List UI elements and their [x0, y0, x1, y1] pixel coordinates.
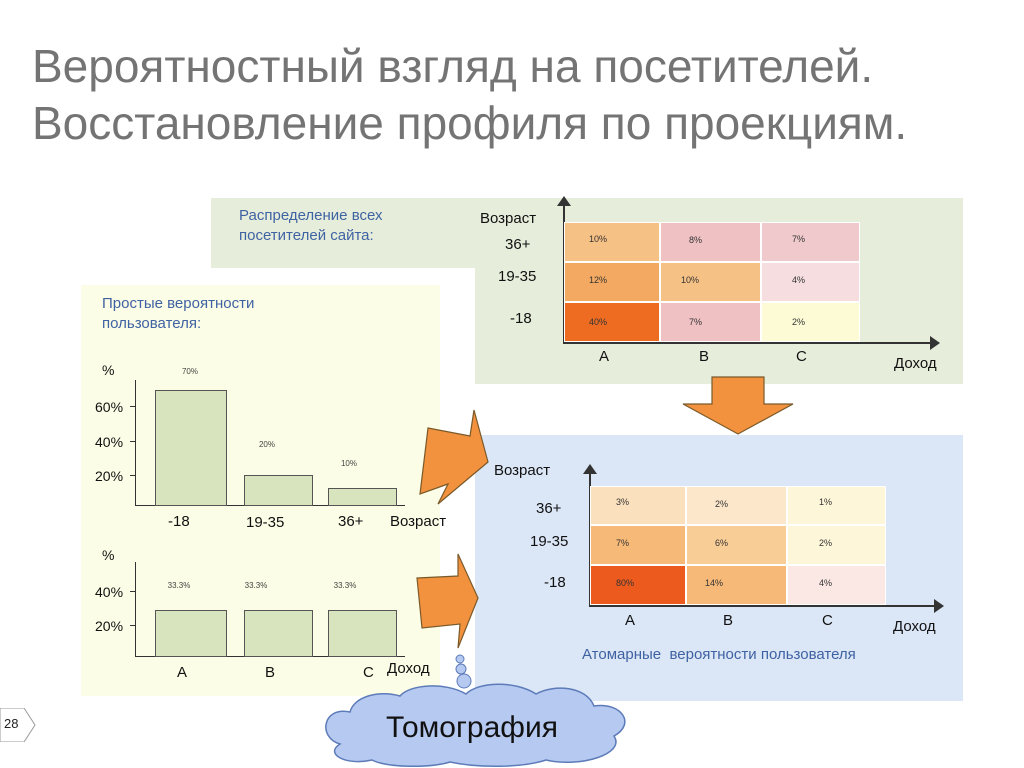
all-visitors-col-label-c: C: [796, 348, 807, 365]
age-bar-value: 70%: [181, 367, 198, 376]
heat-cell: 8%: [660, 222, 761, 262]
heat-cell: 14%: [686, 565, 787, 605]
all-visitors-x-label: Доход: [894, 355, 937, 372]
age-category-label: 36+: [338, 513, 364, 530]
income-chart-tick-mark: [130, 591, 135, 592]
all-visitors-row-label-36: 36+: [505, 236, 531, 253]
atomic-x-axis-arrow-icon: [934, 599, 944, 613]
heat-cell: 7%: [660, 302, 761, 342]
income-bar-value: 33.3%: [333, 581, 357, 590]
heat-cell: 2%: [787, 525, 886, 565]
atomic-y-label: Возраст: [494, 462, 551, 479]
heat-cell: 10%: [660, 262, 761, 302]
all-visitors-x-axis-arrow-icon: [930, 336, 940, 350]
heat-cell: 7%: [590, 525, 686, 565]
age-bar-value: 20%: [258, 440, 275, 449]
age-chart-y-tick: 40%: [95, 434, 124, 450]
right-arrow-icon: [414, 552, 480, 652]
income-chart-tick-mark: [130, 625, 135, 626]
heat-cell: 1%: [787, 486, 886, 525]
heat-cell: 4%: [761, 262, 860, 302]
all-visitors-x-axis: [563, 342, 933, 344]
atomic-row-label-18: -18: [544, 574, 566, 591]
income-category-label: C: [363, 664, 374, 681]
income-bar-b: [244, 610, 313, 657]
all-visitors-col-label-b: B: [699, 348, 710, 365]
simple-probabilities-caption: [102, 294, 254, 334]
age-chart-y-axis: [135, 380, 136, 506]
tomography-label: Томография: [386, 711, 558, 744]
atomic-col-label-c: C: [822, 612, 833, 629]
age-chart-y-unit: %: [102, 362, 115, 378]
heat-cell: 80%: [590, 565, 686, 605]
income-chart-y-unit: %: [102, 547, 115, 563]
simple-caption-line-1: Простые вероятности: [102, 295, 255, 312]
atomic-row-label-36: 36+: [536, 500, 562, 517]
all-visitors-col-label-a: A: [599, 348, 610, 365]
atomic-x-axis: [589, 605, 937, 607]
atomic-x-label: Доход: [893, 618, 936, 635]
age-category-label: 19-35: [246, 514, 285, 531]
slide-title: [32, 38, 992, 152]
income-bar-a: [155, 610, 227, 657]
atomic-col-label-a: A: [625, 612, 636, 629]
atomic-y-axis-arrow-icon: [583, 464, 597, 474]
title-line-1: Вероятностный взгляд на посетителей.: [32, 40, 874, 92]
all-visitors-caption: [239, 206, 383, 246]
age-chart-tick-mark: [130, 441, 135, 442]
age-bar-36-plus: [328, 488, 397, 506]
atomic-col-label-b: B: [723, 612, 734, 629]
income-chart-x-label: Доход: [387, 660, 430, 677]
heat-cell: 4%: [787, 565, 886, 605]
age-chart-y-tick: 20%: [95, 468, 124, 484]
heat-cell: 12%: [564, 262, 660, 302]
age-bar-value: 10%: [340, 459, 357, 468]
right-arrow-icon: [418, 408, 490, 508]
simple-caption-line-2: пользователя:: [102, 315, 202, 332]
atomic-row-label-19-35: 19-35: [530, 533, 569, 550]
all-visitors-caption-line-2: посетителей сайта:: [239, 227, 374, 244]
age-chart-tick-mark: [130, 406, 135, 407]
income-category-label: B: [265, 664, 276, 681]
age-category-label: -18: [168, 513, 190, 530]
all-visitors-y-label: Возраст: [480, 210, 537, 227]
heat-cell: 40%: [564, 302, 660, 342]
all-visitors-caption-line-1: Распределение всех: [239, 207, 383, 224]
income-bar-value: 33.3%: [167, 581, 191, 590]
page-number: 28: [4, 716, 19, 731]
all-visitors-row-label-19-35: 19-35: [498, 268, 537, 285]
income-category-label: A: [177, 664, 188, 681]
heat-cell: 2%: [686, 486, 787, 525]
heat-cell: 6%: [686, 525, 787, 565]
income-chart-y-axis: [135, 562, 136, 657]
age-chart-x-label: Возраст: [390, 513, 447, 530]
down-arrow-icon: [681, 376, 795, 436]
age-bar-19-35: [244, 475, 313, 506]
income-bar-value: 33.3%: [244, 581, 268, 590]
age-chart-y-tick: 60%: [95, 399, 124, 415]
heat-cell: 7%: [761, 222, 860, 262]
heat-cell: 2%: [761, 302, 860, 342]
title-line-2: Восстановление профиля по проекциям.: [32, 97, 908, 149]
all-visitors-row-label-18: -18: [510, 310, 532, 327]
age-bar-under-18: [155, 390, 227, 506]
age-chart-tick-mark: [130, 475, 135, 476]
all-visitors-y-axis-arrow-icon: [557, 196, 571, 206]
atomic-caption: Атомарные вероятности пользователя: [582, 646, 856, 663]
income-chart-y-tick: 20%: [95, 618, 124, 634]
heat-cell: 3%: [590, 486, 686, 525]
income-chart-y-tick: 40%: [95, 584, 124, 600]
heat-cell: 10%: [564, 222, 660, 262]
